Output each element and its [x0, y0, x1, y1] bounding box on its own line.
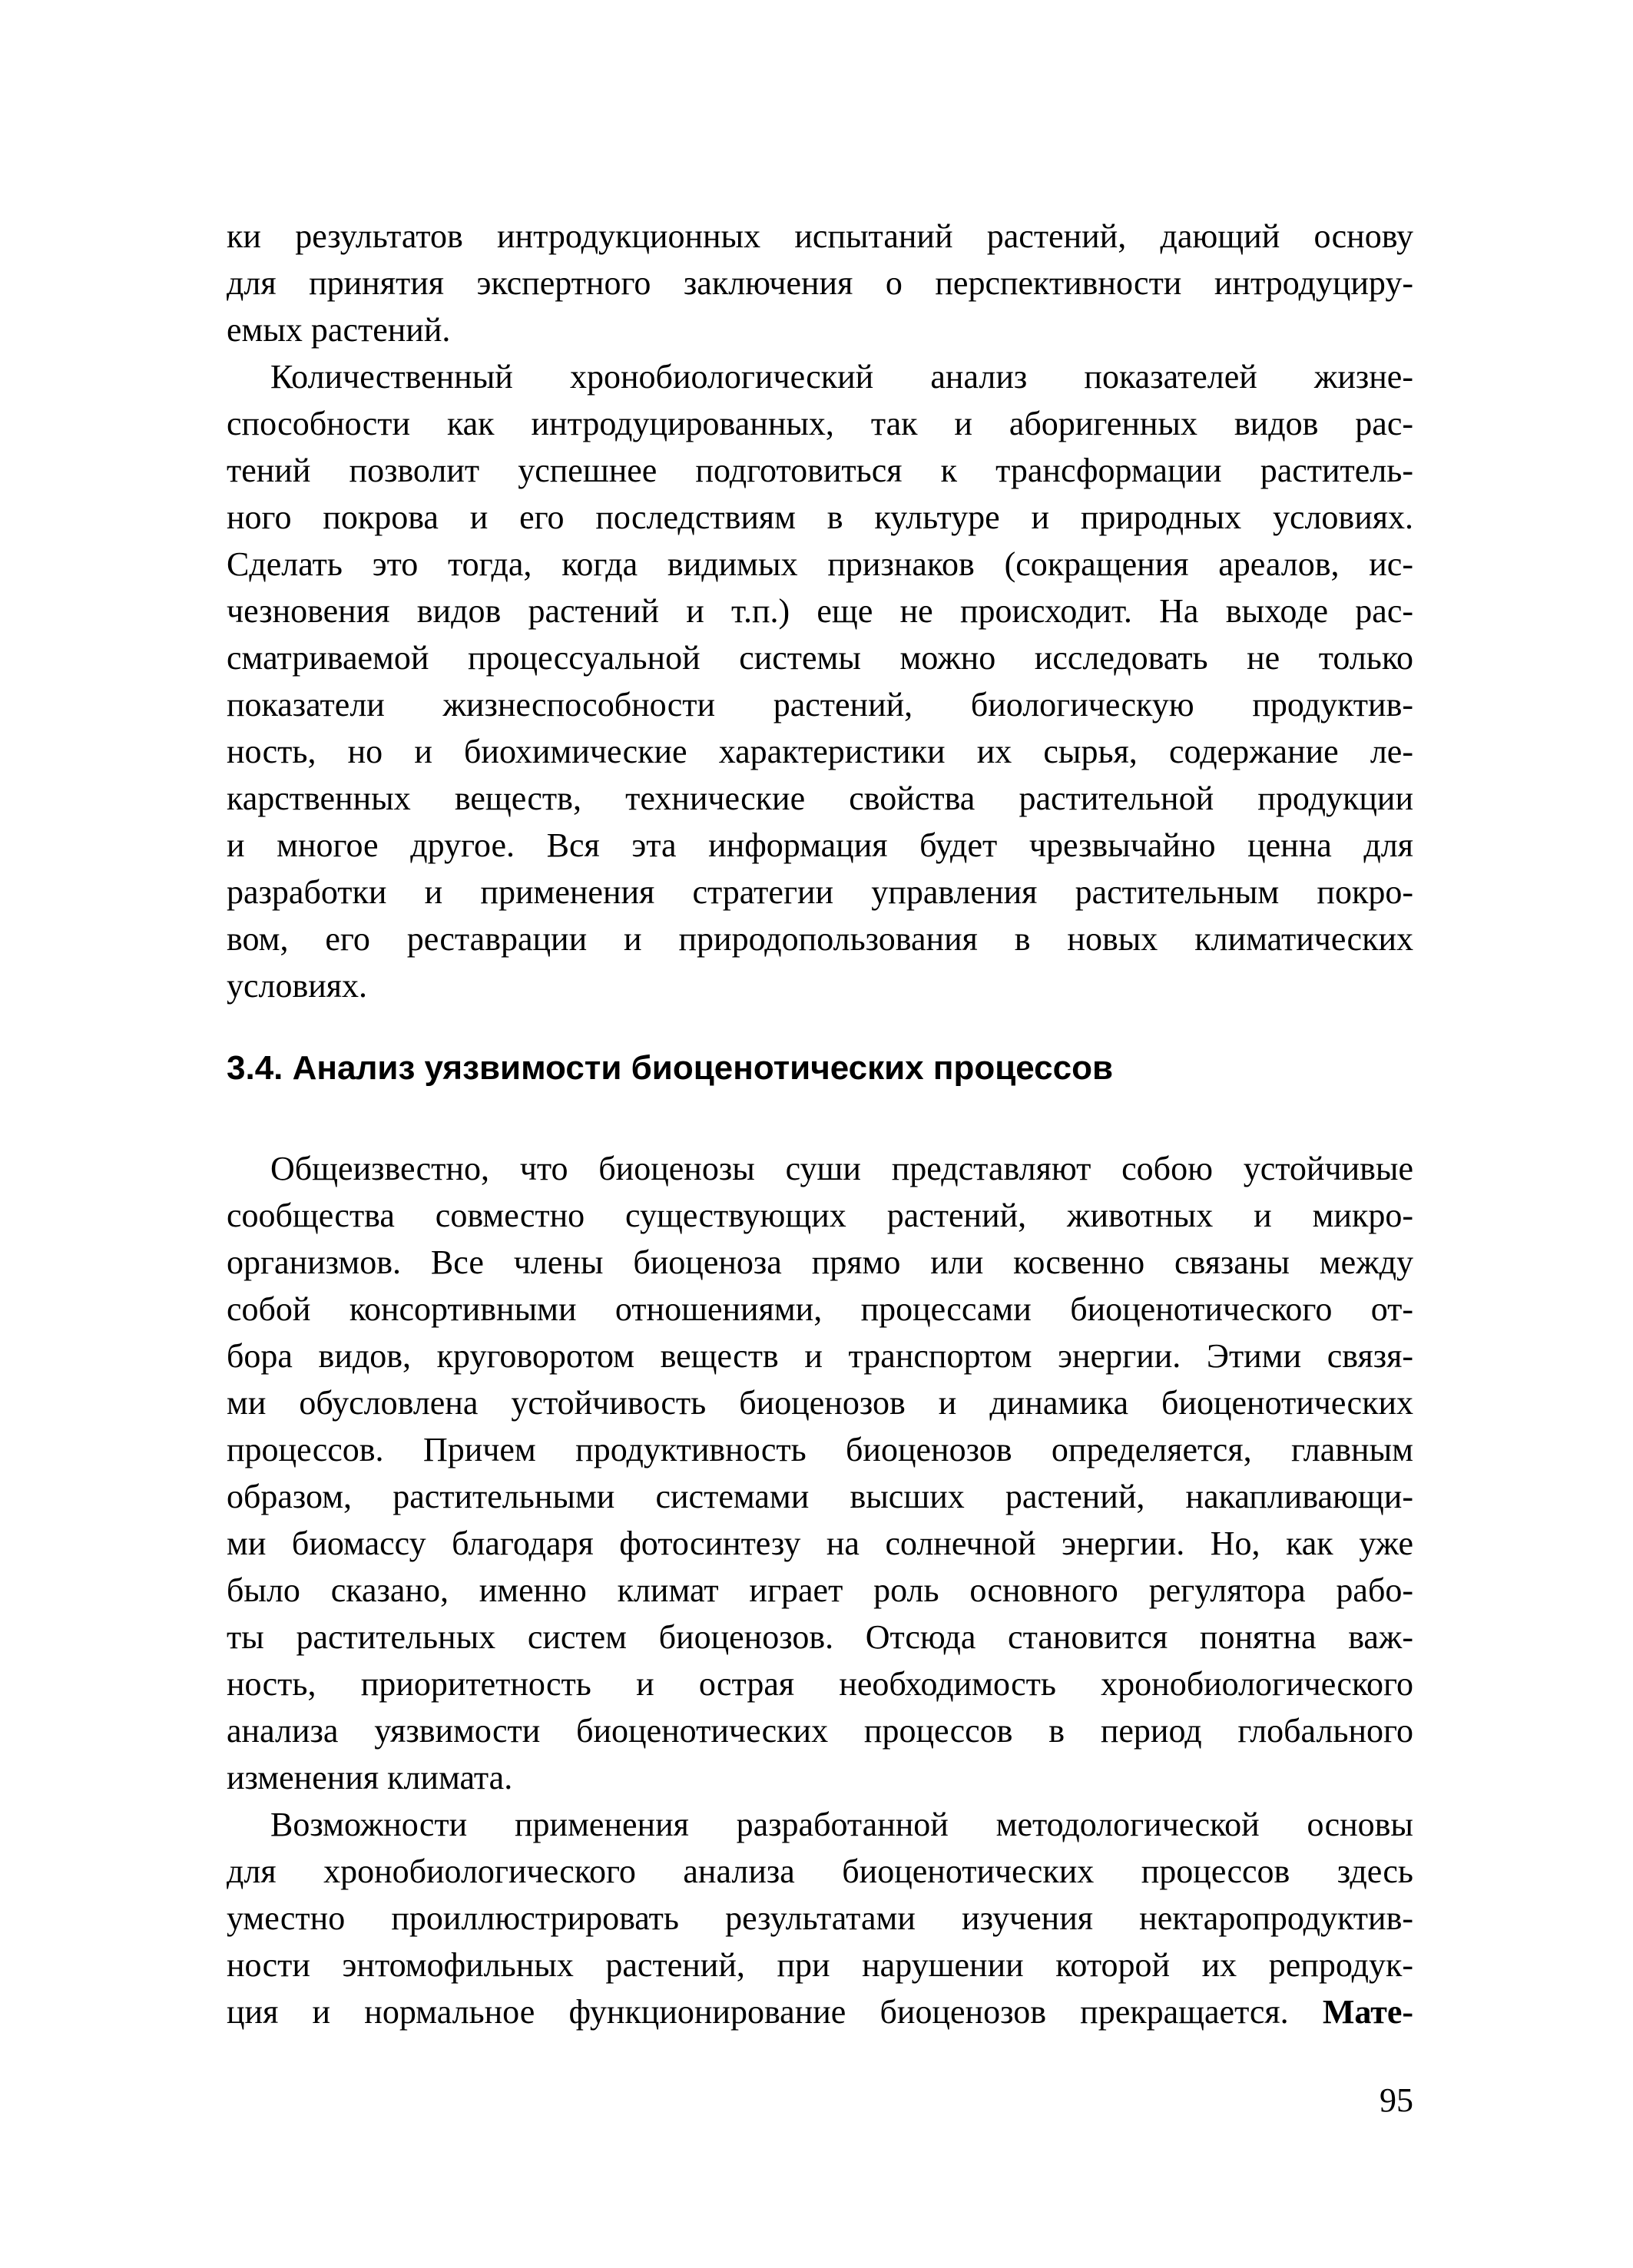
text-line: сообщества совместно существующих растений, животных и микро- [227, 1197, 1413, 1234]
text-line: условиях. [227, 967, 368, 1005]
text-line: ность, но и биохимические характеристики их сырья, содержание ле- [227, 733, 1413, 770]
text-line: тений позволит успешнее подготовиться к трансформации раститель- [227, 452, 1413, 489]
bold-text-segment: Мате- [1322, 1993, 1413, 2031]
text-line: Количественный хронобиологический анализ показателей жизне- [270, 358, 1413, 396]
text-line: собой консортивными отношениями, процессами биоценотического от- [227, 1290, 1413, 1328]
text-line: изменения климата. [227, 1759, 513, 1796]
text-line: организмов. Все члены биоценоза прямо или косвенно связаны между [227, 1243, 1413, 1281]
text-line: для принятия экспертного заключения о перспективности интродуциру- [227, 264, 1413, 302]
text-line: ного покрова и его последствиям в культуре и природных условиях. [227, 498, 1413, 536]
text-line [227, 1988, 1413, 2035]
text-line: было сказано, именно климат играет роль основного регулятора рабо- [227, 1571, 1413, 1609]
text-line: и многое другое. Вся эта информация будет чрезвычайно ценна для [227, 826, 1413, 864]
text-line: Возможности применения разработанной методологической основы [270, 1806, 1413, 1843]
text-line: Сделать это тогда, когда видимых признаков (сокращения ареалов, ис- [227, 545, 1413, 583]
text-segment: ция и нормальное функционирование биоценозов прекращается. [227, 1993, 1323, 2031]
text-line: бора видов, круговоротом веществ и транспортом энергии. Этими связя- [227, 1337, 1413, 1375]
page-number: 95 [1380, 2081, 1413, 2119]
text-line: ты растительных систем биоценозов. Отсюда становится понятна важ- [227, 1618, 1413, 1656]
paragraph-biocenoses [227, 1145, 1413, 1801]
text-line: способности как интродуцированных, так и аборигенных видов рас- [227, 405, 1413, 442]
text-line: ки результатов интродукционных испытаний растений, дающий основу [227, 217, 1413, 255]
text-line: емых растений. [227, 311, 451, 349]
text-line: ми биомассу благодаря фотосинтезу на солнечной энергии. Но, как уже [227, 1525, 1413, 1562]
text-line: ности энтомофильных растений, при нарушении которой их репродук- [227, 1946, 1413, 1984]
text-content [227, 213, 1413, 2035]
text-line: ность, приоритетность и острая необходимость хронобиологического [227, 1665, 1413, 1703]
text-line: анализа уязвимости биоценотических процессов в период глобального [227, 1712, 1413, 1750]
text-line: уместно проиллюстрировать результатами изучения нектаропродуктив- [227, 1899, 1413, 1937]
paragraph-continuation [227, 213, 1413, 353]
text-line: Общеизвестно, что биоценозы суши представляют собою устойчивые [270, 1150, 1413, 1187]
section-heading-3-4: 3.4. Анализ уязвимости биоценотических процессов [227, 1049, 1114, 1087]
text-line: образом, растительными системами высших растений, накапливающи- [227, 1478, 1413, 1515]
text-line: вом, его реставрации и природопользования в новых климатических [227, 920, 1413, 958]
text-line: показатели жизнеспособности растений, биологическую продуктив- [227, 686, 1413, 723]
text-line: разработки и применения стратегии управления растительным покро- [227, 873, 1413, 911]
text-line: сматриваемой процессуальной системы можно исследовать не только [227, 639, 1413, 677]
paragraph-applications [227, 1801, 1413, 2035]
text-line: ми обусловлена устойчивость биоценозов и динамика биоценотических [227, 1384, 1413, 1422]
paragraph-quantitative-analysis [227, 353, 1413, 1009]
text-line: процессов. Причем продуктивность биоценозов определяется, главным [227, 1431, 1413, 1468]
text-line: карственных веществ, технические свойства растительной продукции [227, 780, 1413, 817]
text-line: чезновения видов растений и т.п.) еще не происходит. На выходе рас- [227, 592, 1413, 630]
text-line: для хронобиологического анализа биоценотических процессов здесь [227, 1852, 1413, 1890]
